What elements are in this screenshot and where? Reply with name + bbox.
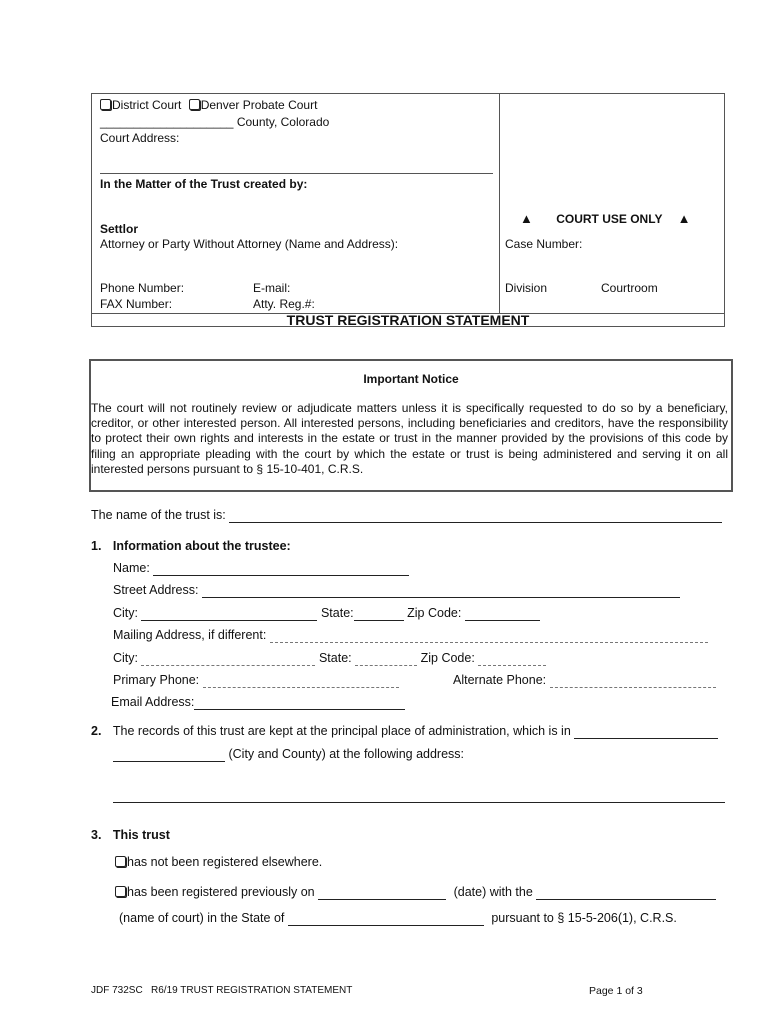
state-field[interactable] <box>354 606 404 621</box>
caption-vertical-divider <box>499 94 500 313</box>
name-of-court-label: (name of court) in the State of <box>119 911 285 925</box>
phone-label: Phone Number: <box>100 281 185 295</box>
section-2-number: 2. <box>91 724 102 738</box>
mailing-city-label: City: <box>113 651 138 665</box>
document-title: TRUST REGISTRATION STATEMENT <box>286 312 530 328</box>
mailing-address-field[interactable] <box>270 628 708 643</box>
in-matter-label: In the Matter of the Trust created by: <box>100 177 308 191</box>
zip-label: Zip Code: <box>407 606 462 620</box>
date-with-label: (date) with the <box>453 885 533 899</box>
not-registered-checkbox[interactable] <box>115 856 126 867</box>
section-2-text: The records of this trust are kept at the principal place of administration, which is in <box>112 724 571 738</box>
email-label: E-mail: <box>253 281 291 295</box>
triangle-up-icon: ▲ <box>520 211 533 226</box>
not-registered-label: has not been registered elsewhere. <box>127 855 323 869</box>
mailing-city-state-zip-row <box>113 651 546 666</box>
registration-date-field[interactable] <box>318 885 446 900</box>
alternate-phone-row <box>453 673 716 688</box>
notice-heading: Important Notice <box>363 372 459 386</box>
mailing-state-label: State: <box>318 651 352 665</box>
email-address-label: Email Address: <box>111 695 195 709</box>
section-1-heading <box>91 539 291 553</box>
registration-state-field[interactable] <box>288 911 484 926</box>
court-use-only-label: COURT USE ONLY <box>556 212 663 226</box>
county-blank[interactable]: ____________________ <box>100 115 234 129</box>
principal-place-field[interactable] <box>574 724 718 739</box>
zip-field[interactable] <box>465 606 540 621</box>
primary-phone-field[interactable] <box>203 673 399 688</box>
street-address-label: Street Address: <box>113 583 199 597</box>
email-address-field[interactable] <box>194 695 405 710</box>
mailing-city-field[interactable] <box>141 651 315 666</box>
court-type-row <box>100 98 317 112</box>
caption-box <box>91 93 725 327</box>
trust-name-field[interactable] <box>229 508 722 523</box>
denver-probate-court-checkbox[interactable] <box>189 99 200 110</box>
section-2-city-row <box>113 747 464 762</box>
mailing-state-field[interactable] <box>355 651 417 666</box>
county-colorado-label: County, Colorado <box>236 115 330 129</box>
primary-phone-label: Primary Phone: <box>113 673 200 687</box>
division-label: Division <box>505 281 548 295</box>
notice-body: The court will not routinely review or adjudicate matters unless it is specifically requested to do so by a beneficiary, creditor, or other interested person. All interested persons, including beneficiaries and creditors, have the responsibility to protect their own rights and interests in the estate or trust in the manner provided by the provisions of this code by filing an appropriate pleading with the court by which the estate or trust is being administered and serving it on all interested persons pursuant to § 15-10-401, C.R.S. <box>91 401 728 476</box>
city-label: City: <box>113 606 138 620</box>
atty-reg-label: Atty. Reg.#: <box>253 297 315 311</box>
mailing-zip-field[interactable] <box>478 651 546 666</box>
registered-previously-checkbox[interactable] <box>115 886 126 897</box>
alternate-phone-field[interactable] <box>550 673 716 688</box>
street-address-row <box>113 583 680 598</box>
street-address-field[interactable] <box>202 583 680 598</box>
attorney-label: Attorney or Party Without Attorney (Name and Address): <box>100 237 399 251</box>
trustee-name-row <box>113 561 409 576</box>
pursuant-label: pursuant to § 15-5-206(1), C.R.S. <box>491 911 677 925</box>
denver-probate-court-label: Denver Probate Court <box>200 98 318 112</box>
primary-phone-row <box>113 673 399 688</box>
matter-separator <box>100 173 493 174</box>
registered-previously-label: has been registered previously on <box>127 885 315 899</box>
fax-label: FAX Number: <box>100 297 173 311</box>
registering-court-field[interactable] <box>536 885 716 900</box>
footer-form-id: JDF 732SC R6/19 TRUST REGISTRATION STATEMENT <box>91 985 353 996</box>
records-address-field[interactable] <box>113 802 725 803</box>
mailing-address-row <box>113 628 708 643</box>
trustee-name-label: Name: <box>113 561 150 575</box>
section-3-title: This trust <box>112 828 170 842</box>
district-court-checkbox[interactable] <box>100 99 111 110</box>
district-court-label: District Court <box>112 98 182 112</box>
mailing-address-label: Mailing Address, if different: <box>113 628 267 642</box>
county-row <box>100 115 329 129</box>
state-label: State: <box>320 606 354 620</box>
email-address-row <box>111 695 405 710</box>
trust-name-row <box>91 508 722 523</box>
case-number-label: Case Number: <box>505 237 583 251</box>
section-2-row <box>91 724 718 739</box>
city-field[interactable] <box>141 606 317 621</box>
not-registered-row <box>115 855 322 869</box>
city-county-field[interactable] <box>113 747 225 762</box>
important-notice-box <box>89 359 733 492</box>
trustee-name-field[interactable] <box>153 561 409 576</box>
section-1-title: Information about the trustee: <box>112 539 291 553</box>
state-of-row <box>119 911 677 926</box>
registered-previously-row <box>115 885 716 900</box>
court-use-only-row <box>520 211 690 226</box>
mailing-zip-label: Zip Code: <box>420 651 475 665</box>
trust-name-label: The name of the trust is: <box>91 508 226 522</box>
alternate-phone-label: Alternate Phone: <box>453 673 547 687</box>
section-3-number: 3. <box>91 828 102 842</box>
section-1-number: 1. <box>91 539 102 553</box>
court-address-label: Court Address: <box>100 131 180 145</box>
city-state-zip-row <box>113 606 540 621</box>
settlor-label: Settlor <box>100 222 139 236</box>
courtroom-label: Courtroom <box>601 281 658 295</box>
footer-page-number: Page 1 of 3 <box>589 985 643 997</box>
section-3-heading <box>91 828 170 842</box>
triangle-up-icon: ▲ <box>677 211 691 226</box>
section-2-city-label: (City and County) at the following address: <box>228 747 465 761</box>
